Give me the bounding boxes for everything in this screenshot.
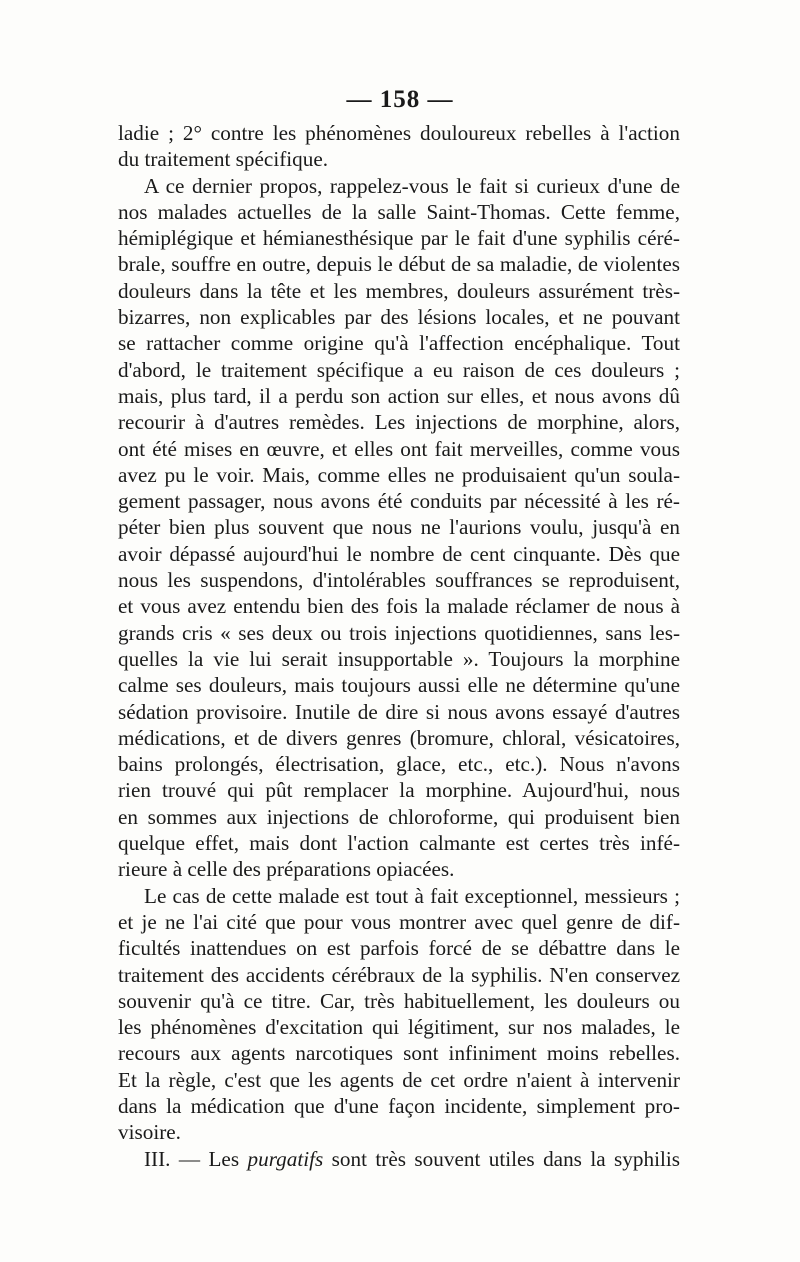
- text-line: gement passager, nous avons été conduits par nécessité à les ré-: [118, 489, 680, 514]
- body-text: [118, 120, 680, 1172]
- text-line: avoir dépassé aujourd'hui le nombre de cent cinquante. Dès que: [118, 541, 680, 566]
- italic-term: purgatifs: [247, 1146, 324, 1171]
- text-line: rien trouvé qui pût remplacer la morphine. Aujourd'hui, nous: [118, 778, 680, 803]
- text-line: rieure à celle des préparations opiacées.: [118, 857, 455, 882]
- text-line: en sommes aux injections de chloroforme, qui produisent bien: [118, 804, 680, 829]
- text-line: nos malades actuelles de la salle Saint-Thomas. Cette femme,: [118, 199, 680, 224]
- text-line: se rattacher comme origine qu'à l'affection encéphalique. Tout: [118, 331, 680, 356]
- text-line: bains prolongés, électrisation, glace, etc., etc.). Nous n'avons: [118, 752, 680, 777]
- text-line: calme ses douleurs, mais toujours aussi elle ne détermine qu'une: [118, 673, 680, 698]
- text-line: médications, et de divers genres (bromure, chloral, vésicatoires,: [118, 725, 680, 750]
- text-line: quelles la vie lui serait insupportable ». Toujours la morphine: [118, 646, 680, 671]
- page-number: — 158 —: [346, 86, 454, 113]
- section-prefix: III. — Les: [144, 1146, 248, 1171]
- text-line: d'abord, le traitement spécifique a eu raison de ces douleurs ;: [118, 357, 680, 382]
- text-line: douleurs dans la tête et les membres, douleurs assurément très-: [118, 278, 680, 303]
- text-line: nous les suspendons, d'intolérables souffrances se reproduisent,: [118, 568, 680, 593]
- text-line: dans la médication que d'une façon incidente, simplement pro-: [118, 1093, 680, 1118]
- text-line: recours aux agents narcotiques sont infiniment moins rebelles.: [118, 1041, 680, 1066]
- paragraph-start-line: A ce dernier propos, rappelez-vous le fait si curieux d'une de: [144, 173, 680, 198]
- text-line: ladie ; 2° contre les phénomènes douloureux rebelles à l'action: [118, 121, 680, 145]
- text-line: souvenir qu'à ce titre. Car, très habituellement, les douleurs ou: [118, 988, 680, 1013]
- text-line: recourir à d'autres remèdes. Les injections de morphine, alors,: [118, 410, 680, 435]
- text-line: hémiplégique et hémianesthésique par le fait d'une syphilis céré-: [118, 226, 680, 251]
- text-line: et vous avez entendu bien des fois la malade réclamer de nous à: [118, 594, 680, 619]
- text-line: grands cris « ses deux ou trois injections quotidiennes, sans les-: [118, 620, 680, 645]
- text-line: et je ne l'ai cité que pour vous montrer avec quel genre de dif-: [118, 909, 680, 934]
- text-line: du traitement spécifique.: [118, 147, 329, 172]
- text-line: mais, plus tard, il a perdu son action sur elles, et nous avons dû: [118, 383, 680, 408]
- text-line: sédation provisoire. Inutile de dire si nous avons essayé d'autres: [118, 699, 680, 724]
- section-suffix: sont très souvent utiles dans la syphilis: [323, 1146, 680, 1171]
- text-line: traitement des accidents cérébraux de la syphilis. N'en conservez: [118, 962, 680, 987]
- text-line: avez pu le voir. Mais, comme elles ne produisaient qu'un soula-: [118, 462, 680, 487]
- text-line: ont été mises en œuvre, et elles ont fait merveilles, comme vous: [118, 436, 680, 461]
- text-line: bizarres, non explicables par des lésions locales, et ne pouvant: [118, 305, 680, 330]
- text-line: Et la règle, c'est que les agents de cet ordre n'aient à intervenir: [118, 1067, 680, 1092]
- text-line: quelque effet, mais dont l'action calmante est certes très infé-: [118, 831, 680, 856]
- section-start-line: [118, 1146, 680, 1172]
- text-line: visoire.: [118, 1120, 181, 1145]
- text-line: brale, souffre en outre, depuis le début de sa maladie, de violentes: [118, 252, 680, 277]
- paragraph-start-line: Le cas de cette malade est tout à fait exceptionnel, messieurs ;: [144, 883, 680, 908]
- text-line: péter bien plus souvent que nous ne l'aurions voulu, jusqu'à en: [118, 515, 680, 540]
- text-line: ficultés inattendues on est parfois forcé de se débattre dans le: [118, 936, 680, 961]
- text-line: les phénomènes d'excitation qui légitiment, sur nos malades, le: [118, 1015, 680, 1040]
